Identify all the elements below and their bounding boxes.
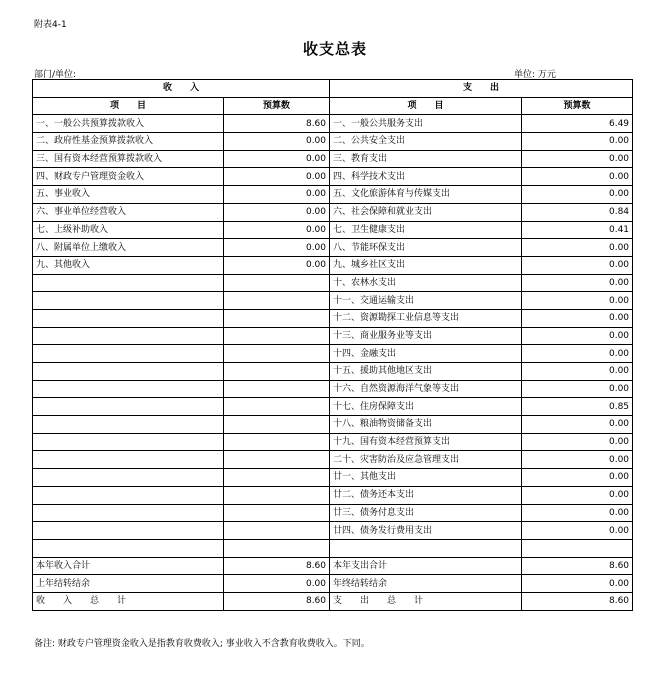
expense-budget-cell: 0.00 <box>522 363 633 381</box>
page-title: 收支总表 <box>302 40 367 58</box>
table-row <box>33 592 633 610</box>
income-budget-cell <box>224 363 330 381</box>
income-item-cell <box>33 345 224 363</box>
table-row <box>33 522 633 540</box>
income-item-cell <box>33 398 224 416</box>
income-item-cell <box>33 522 224 540</box>
table-row <box>33 345 633 363</box>
expense-budget-cell: 0.00 <box>522 292 633 310</box>
income-budget-cell <box>224 504 330 522</box>
expense-budget-cell: 0.00 <box>522 239 633 257</box>
income-item-cell <box>33 433 224 451</box>
expense-budget-cell: 0.00 <box>522 469 633 487</box>
expense-budget-cell: 0.00 <box>522 345 633 363</box>
income-item-cell: 收 入 总 计 <box>33 592 224 610</box>
income-item-cell: 二、政府性基金预算拨款收入 <box>33 133 224 151</box>
footnote: 备注: 财政专户管理资金收入是指教育收费收入; 事业收入不含教育收费收入。下同。 <box>34 639 370 649</box>
expense-item-cell: 本年支出合计 <box>330 557 522 575</box>
table-row <box>33 451 633 469</box>
expense-budget-cell: 0.00 <box>522 309 633 327</box>
expense-budget-cell: 0.00 <box>522 186 633 204</box>
expense-item-cell <box>330 539 522 557</box>
table-row <box>33 186 633 204</box>
expense-item-cell: 七、卫生健康支出 <box>330 221 522 239</box>
expense-budget-cell: 0.00 <box>522 274 633 292</box>
income-budget-cell: 0.00 <box>224 256 330 274</box>
table-row <box>33 433 633 451</box>
income-budget-cell <box>224 309 330 327</box>
expense-budget-cell: 0.00 <box>522 327 633 345</box>
income-budget-cell <box>224 380 330 398</box>
income-budget-cell <box>224 292 330 310</box>
table-row <box>33 168 633 186</box>
expense-item-header: 项 目 <box>330 97 522 115</box>
expense-budget-cell: 0.00 <box>522 168 633 186</box>
income-budget-cell <box>224 539 330 557</box>
expense-budget-cell: 0.85 <box>522 398 633 416</box>
table-column-header <box>33 97 633 115</box>
expense-item-cell: 二、公共安全支出 <box>330 133 522 151</box>
income-budget-cell <box>224 274 330 292</box>
expense-budget-cell: 0.00 <box>522 256 633 274</box>
income-item-cell <box>33 292 224 310</box>
table-row <box>33 539 633 557</box>
income-item-cell <box>33 451 224 469</box>
income-item-cell: 八、附属单位上缴收入 <box>33 239 224 257</box>
department-label: 部门/单位: <box>34 70 77 80</box>
expense-item-cell: 十五、援助其他地区支出 <box>330 363 522 381</box>
expense-item-cell: 支 出 总 计 <box>330 592 522 610</box>
table-row <box>33 486 633 504</box>
income-budget-cell <box>224 522 330 540</box>
table-row <box>33 309 633 327</box>
expense-item-cell: 十九、国有资本经营预算支出 <box>330 433 522 451</box>
income-budget-cell <box>224 416 330 434</box>
income-budget-cell: 0.00 <box>224 168 330 186</box>
income-budget-cell <box>224 486 330 504</box>
expense-item-cell: 四、科学技术支出 <box>330 168 522 186</box>
expense-item-cell: 廿三、债务付息支出 <box>330 504 522 522</box>
income-group-header: 收 入 <box>33 80 330 98</box>
expense-budget-cell: 0.00 <box>522 150 633 168</box>
expense-group-header: 支 出 <box>330 80 633 98</box>
expense-item-cell: 廿二、债务还本支出 <box>330 486 522 504</box>
table-row <box>33 363 633 381</box>
expense-item-cell: 十四、金融支出 <box>330 345 522 363</box>
table-row <box>33 327 633 345</box>
income-budget-cell <box>224 433 330 451</box>
table-row <box>33 150 633 168</box>
expense-budget-cell: 0.41 <box>522 221 633 239</box>
expense-budget-cell: 0.00 <box>522 575 633 593</box>
expense-item-cell: 六、社会保障和就业支出 <box>330 203 522 221</box>
expense-budget-cell: 0.00 <box>522 380 633 398</box>
income-expense-table <box>32 79 633 611</box>
income-item-cell <box>33 486 224 504</box>
income-item-cell <box>33 416 224 434</box>
expense-budget-cell: 0.00 <box>522 522 633 540</box>
expense-item-cell: 五、文化旅游体育与传媒支出 <box>330 186 522 204</box>
income-budget-cell: 8.60 <box>224 557 330 575</box>
table-row <box>33 221 633 239</box>
expense-budget-cell: 8.60 <box>522 592 633 610</box>
table-row <box>33 133 633 151</box>
table-row <box>33 557 633 575</box>
income-item-cell <box>33 469 224 487</box>
income-item-cell <box>33 309 224 327</box>
income-budget-cell <box>224 345 330 363</box>
expense-item-cell: 十、农林水支出 <box>330 274 522 292</box>
table-row <box>33 239 633 257</box>
expense-item-cell: 十六、自然资源海洋气象等支出 <box>330 380 522 398</box>
table-row <box>33 115 633 133</box>
income-budget-cell: 8.60 <box>224 115 330 133</box>
income-budget-cell: 0.00 <box>224 203 330 221</box>
income-budget-cell: 0.00 <box>224 186 330 204</box>
expense-budget-cell: 0.00 <box>522 504 633 522</box>
table-row <box>33 575 633 593</box>
income-budget-cell: 0.00 <box>224 575 330 593</box>
income-budget-cell <box>224 451 330 469</box>
appendix-label: 附表4-1 <box>34 20 67 30</box>
income-item-cell: 上年结转结余 <box>33 575 224 593</box>
table-group-header <box>33 80 633 98</box>
expense-item-cell: 八、节能环保支出 <box>330 239 522 257</box>
table-row <box>33 416 633 434</box>
income-budget-cell <box>224 327 330 345</box>
expense-budget-header: 预算数 <box>522 97 633 115</box>
income-item-cell: 一、一般公共预算拨款收入 <box>33 115 224 133</box>
income-item-cell: 本年收入合计 <box>33 557 224 575</box>
unit-label: 单位: 万元 <box>514 70 556 80</box>
expense-budget-cell: 6.49 <box>522 115 633 133</box>
expense-item-cell: 十三、商业服务业等支出 <box>330 327 522 345</box>
expense-item-cell: 十一、交通运输支出 <box>330 292 522 310</box>
income-budget-cell: 8.60 <box>224 592 330 610</box>
income-budget-cell: 0.00 <box>224 150 330 168</box>
income-item-header: 项 目 <box>33 97 224 115</box>
income-item-cell: 七、上级补助收入 <box>33 221 224 239</box>
expense-item-cell: 廿四、债务发行费用支出 <box>330 522 522 540</box>
income-item-cell: 三、国有资本经营预算拨款收入 <box>33 150 224 168</box>
income-budget-cell: 0.00 <box>224 239 330 257</box>
income-item-cell <box>33 380 224 398</box>
income-item-cell <box>33 274 224 292</box>
expense-item-cell: 十七、住房保障支出 <box>330 398 522 416</box>
income-budget-cell <box>224 469 330 487</box>
table-row <box>33 380 633 398</box>
income-budget-header: 预算数 <box>224 97 330 115</box>
expense-item-cell: 十八、粮油物资储备支出 <box>330 416 522 434</box>
table-row <box>33 292 633 310</box>
income-item-cell: 六、事业单位经营收入 <box>33 203 224 221</box>
income-budget-cell: 0.00 <box>224 221 330 239</box>
expense-item-cell: 一、一般公共服务支出 <box>330 115 522 133</box>
expense-budget-cell <box>522 539 633 557</box>
expense-budget-cell: 0.00 <box>522 433 633 451</box>
income-budget-cell: 0.00 <box>224 133 330 151</box>
table-row <box>33 274 633 292</box>
income-item-cell <box>33 363 224 381</box>
expense-budget-cell: 8.60 <box>522 557 633 575</box>
expense-item-cell: 三、教育支出 <box>330 150 522 168</box>
expense-item-cell: 年终结转结余 <box>330 575 522 593</box>
expense-item-cell: 十二、资源勘探工业信息等支出 <box>330 309 522 327</box>
table-row <box>33 469 633 487</box>
expense-budget-cell: 0.00 <box>522 416 633 434</box>
expense-budget-cell: 0.00 <box>522 133 633 151</box>
table-row <box>33 398 633 416</box>
income-item-cell: 九、其他收入 <box>33 256 224 274</box>
expense-item-cell: 廿一、其他支出 <box>330 469 522 487</box>
income-item-cell <box>33 327 224 345</box>
income-item-cell: 五、事业收入 <box>33 186 224 204</box>
expense-budget-cell: 0.00 <box>522 486 633 504</box>
income-item-cell <box>33 539 224 557</box>
income-budget-cell <box>224 398 330 416</box>
expense-item-cell: 九、城乡社区支出 <box>330 256 522 274</box>
table-row <box>33 256 633 274</box>
expense-budget-cell: 0.84 <box>522 203 633 221</box>
table-row <box>33 504 633 522</box>
table-row <box>33 203 633 221</box>
expense-item-cell: 二十、灾害防治及应急管理支出 <box>330 451 522 469</box>
income-item-cell <box>33 504 224 522</box>
expense-budget-cell: 0.00 <box>522 451 633 469</box>
income-item-cell: 四、财政专户管理资金收入 <box>33 168 224 186</box>
